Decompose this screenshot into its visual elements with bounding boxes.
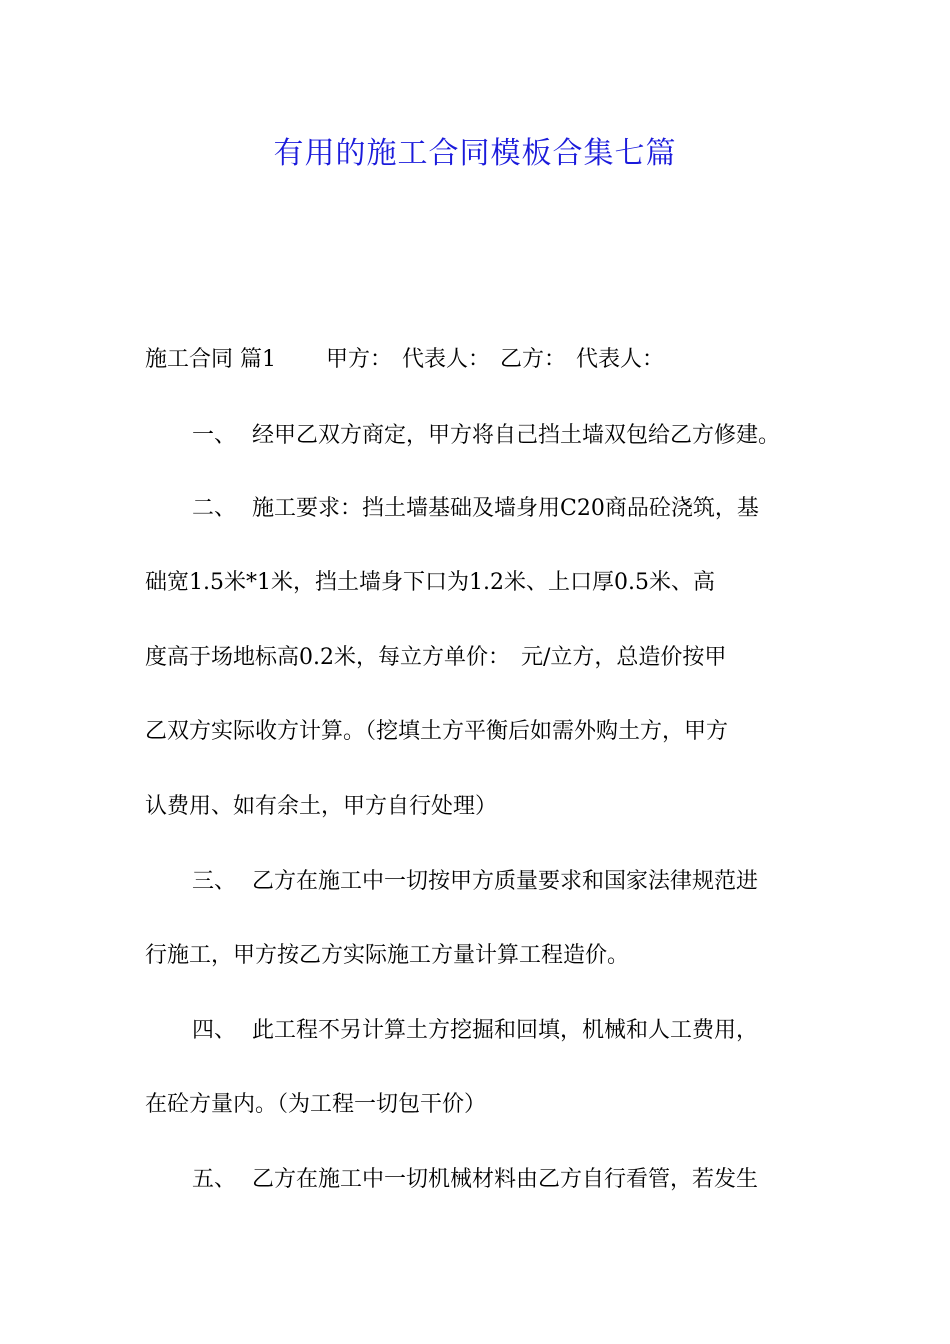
clause-text: 乙方在施工中一切按甲方质量要求和国家法律规范进 [252,869,759,894]
party-a-representative-label: 代表人： [402,347,491,372]
contract-section-label: 施工合同 篇1 [145,347,276,372]
clause-number: 二、 [192,496,237,521]
clause-3-line [192,867,872,897]
body-text-line: 行施工，甲方按乙方实际施工方量计算工程造价。 [145,943,630,968]
clause-2-line [192,494,872,524]
body-text-line: 度高于场地标高0.2米，每立方单价： 元/立方，总造价按甲 [145,645,727,670]
clause-text: 经甲乙双方商定，甲方将自己挡土墙双包给乙方修建。 [252,423,781,448]
party-b-representative-label: 代表人： [576,347,665,372]
clause-5-line [192,1165,872,1195]
clause-text: 乙方在施工中一切机械材料由乙方自行看管，若发生 [252,1167,759,1192]
party-a-label: 甲方： [326,347,393,372]
body-text-line: 乙双方实际收方计算。（挖填土方平衡后如需外购土方，甲方 [145,719,729,744]
body-text-line: 认费用、如有余土，甲方自行处理） [145,794,498,819]
clause-text: 施工要求：挡土墙基础及墙身用C20商品砼浇筑，基 [252,496,759,521]
clause-number: 五、 [192,1167,237,1192]
clause-text: 此工程不另计算土方挖掘和回填，机械和人工费用， [252,1018,759,1043]
document-title: 有用的施工合同模板合集七篇 [273,136,677,171]
clause-number: 三、 [192,869,237,894]
party-b-label: 乙方： [500,347,567,372]
clause-4-line [192,1016,872,1046]
clause-1-line [192,421,872,451]
clause-number: 四、 [192,1018,237,1043]
body-text-line: 在砼方量内。（为工程一切包干价） [145,1092,487,1117]
contract-header-line [145,345,825,375]
body-text-line: 础宽1.5米*1米，挡土墙身下口为1.2米、上口厚0.5米、高 [145,570,715,595]
clause-number: 一、 [192,423,237,448]
